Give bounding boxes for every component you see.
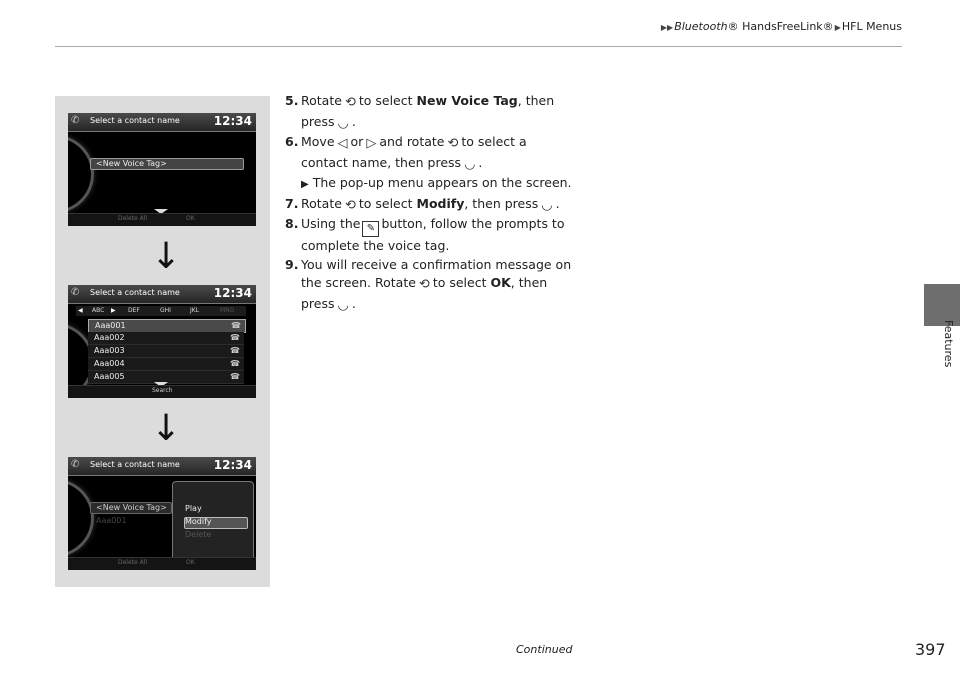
tab-ghi: GHI (160, 307, 171, 314)
breadcrumb-handsfreelink: HandsFreeLink® (742, 20, 834, 33)
list-item (88, 345, 244, 358)
step-text: You will receive a confirmation message on (301, 256, 572, 272)
phone-icon: ☎ (230, 359, 240, 368)
step-7 (285, 195, 585, 216)
ok-label: OK (186, 559, 195, 566)
dial-arc (68, 479, 94, 557)
delete-all-label: Delete All (118, 559, 148, 566)
section-tab-label: Features (942, 320, 955, 368)
screen-title: Select a contact name (90, 288, 180, 297)
move-left-icon: ◁ (337, 136, 348, 151)
note-arrow-icon: ▶ (301, 179, 309, 190)
tab-abc: ABC (92, 307, 105, 314)
talk-button-icon: ✎ (362, 221, 379, 237)
step-text: press (301, 113, 335, 129)
popup-item-play: Play (185, 504, 202, 513)
step-text: or (350, 134, 364, 149)
breadcrumb-arrow-icon: ▶ (834, 23, 841, 32)
screen-footer (68, 385, 256, 398)
step-6-note (285, 174, 585, 195)
step-text: the screen. Rotate (301, 275, 416, 290)
step-text: to select (358, 195, 413, 211)
tab-right-arrow-icon: ▶ (111, 307, 116, 314)
popup-menu (172, 481, 254, 569)
phone-icon: ☎ (230, 333, 240, 342)
breadcrumb-registered-mark: ® (727, 20, 739, 33)
tab-mno: MNO (220, 307, 235, 314)
enter-button-icon: ◡ (337, 297, 349, 313)
enter-button-icon: ◡ (337, 115, 349, 131)
tab-def: DEF (128, 307, 140, 314)
screen-new-voice-tag (68, 113, 256, 226)
phone-icon: ✆ (71, 287, 80, 298)
move-right-icon: ▷ (366, 136, 377, 151)
breadcrumb-bluetooth: Bluetooth (674, 20, 728, 33)
interface-dial-icon: ⟲ (447, 136, 459, 151)
step-text: to select (358, 93, 413, 108)
contact-name: Aaa001 (96, 516, 127, 525)
figure-panel (55, 96, 270, 587)
dial-arc (68, 135, 94, 213)
contact-name: Aaa005 (94, 372, 125, 381)
header-rule (55, 46, 902, 47)
step-text: button, follow the prompts to (381, 216, 565, 231)
interface-dial-icon: ⟲ (344, 95, 356, 110)
step-text: Move (301, 134, 335, 149)
step-text: . (555, 195, 560, 211)
down-arrow-icon: ↓ (151, 408, 182, 449)
step-emphasis: Modify (416, 195, 465, 211)
interface-dial-icon: ⟲ (418, 277, 430, 292)
breadcrumb-arrow-icon: ▶▶ (660, 23, 674, 32)
screen-contact-list (68, 285, 256, 398)
step-text: complete the voice tag. (301, 238, 450, 253)
step-text: . (478, 154, 483, 170)
contact-name: Aaa003 (94, 346, 125, 355)
step-number: 5. (285, 93, 299, 108)
screen-footer (68, 213, 256, 226)
screen-popup-menu (68, 457, 256, 570)
screen-clock: 12:34 (213, 286, 252, 300)
step-8 (285, 215, 585, 256)
phone-icon: ✆ (71, 115, 80, 126)
instruction-steps (285, 92, 585, 315)
list-item (88, 332, 244, 345)
step-text: to select (432, 275, 487, 290)
continued-label: Continued (516, 643, 573, 656)
step-text: , then press (464, 195, 539, 211)
screen-clock: 12:34 (213, 114, 252, 128)
note-text: The pop-up menu appears on the screen. (312, 175, 572, 190)
step-5 (285, 92, 585, 133)
interface-dial-icon: ⟲ (344, 197, 356, 213)
tab-left-arrow-icon: ◀ (78, 307, 83, 314)
enter-button-icon: ◡ (464, 156, 476, 172)
phone-icon: ✆ (71, 459, 80, 470)
delete-all-label: Delete All (118, 215, 148, 222)
contact-name: Aaa002 (94, 333, 125, 342)
list-item (88, 358, 244, 371)
popup-item-modify: Modify (185, 517, 212, 526)
screen-footer (68, 557, 256, 570)
step-number: 8. (285, 216, 299, 231)
popup-item-delete: Delete (185, 530, 212, 539)
screen-header (68, 113, 256, 132)
breadcrumb-hfl-menus: HFL Menus (841, 20, 902, 33)
step-text: , then (517, 93, 555, 108)
step-text: , then (510, 275, 548, 290)
alphabet-tab-bar (76, 306, 246, 316)
step-text: and rotate (379, 134, 445, 149)
search-label: Search (152, 387, 173, 394)
contact-name: Aaa004 (94, 359, 125, 368)
step-text: Using the (301, 216, 361, 231)
breadcrumb (660, 20, 902, 33)
screen-title: Select a contact name (90, 460, 180, 469)
step-text: Rotate (301, 195, 342, 211)
step-text: to select a (461, 134, 527, 149)
step-number: 6. (285, 134, 299, 149)
tab-jkl: JKL (190, 307, 200, 314)
screen-header (68, 457, 256, 476)
screen-header (68, 285, 256, 304)
contact-name: Aaa001 (95, 321, 126, 330)
step-9 (285, 256, 585, 316)
phone-icon: ☎ (230, 346, 240, 355)
down-arrow-icon: ↓ (151, 236, 182, 277)
phone-icon: ☎ (231, 321, 241, 330)
list-item (88, 319, 246, 333)
step-text: . (351, 113, 356, 129)
step-6 (285, 133, 585, 174)
page-number: 397 (915, 640, 946, 659)
screen-clock: 12:34 (213, 458, 252, 472)
step-text: . (351, 295, 356, 311)
screen-title: Select a contact name (90, 116, 180, 125)
new-voice-tag-item: <New Voice Tag> (96, 159, 167, 168)
step-text: Rotate (301, 93, 342, 108)
step-emphasis: OK (490, 275, 511, 290)
new-voice-tag-item: <New Voice Tag> (96, 503, 167, 512)
step-text: contact name, then press (301, 154, 462, 170)
step-number: 9. (285, 256, 299, 272)
step-emphasis: New Voice Tag (416, 93, 518, 108)
step-number: 7. (285, 195, 299, 211)
phone-icon: ☎ (230, 372, 240, 381)
enter-button-icon: ◡ (541, 197, 553, 213)
step-text: press (301, 295, 335, 311)
ok-label: OK (186, 215, 195, 222)
